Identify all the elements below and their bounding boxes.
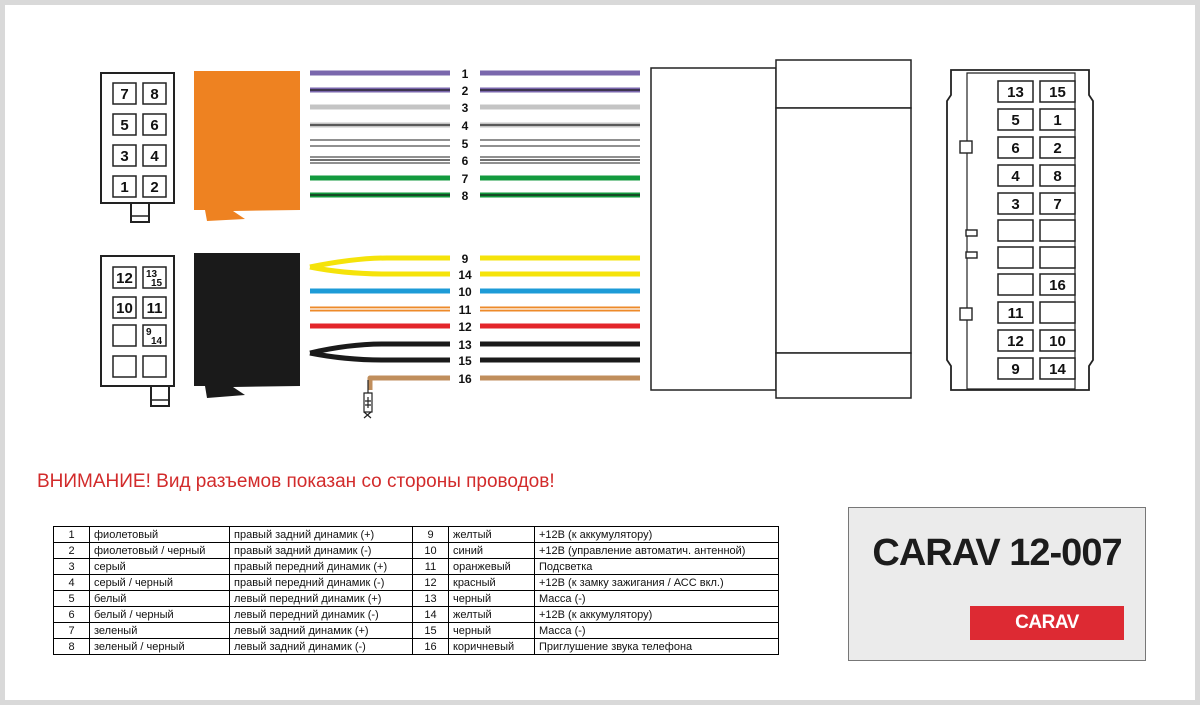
- brand-logo: CARAV: [970, 606, 1124, 640]
- connector-pin-cell: [1040, 137, 1075, 158]
- legend-function: Подсветка: [535, 559, 779, 575]
- wire-number-label: 16: [458, 372, 472, 386]
- legend-color: зеленый: [90, 623, 230, 639]
- svg-text:7: 7: [1053, 195, 1062, 213]
- plug-pin-cell: [113, 83, 136, 104]
- legend-color: фиолетовый: [90, 527, 230, 543]
- legend-pin: 14: [413, 607, 449, 623]
- svg-text:6: 6: [150, 116, 159, 134]
- legend-function: +12В (к аккумулятору): [535, 607, 779, 623]
- svg-text:10: 10: [116, 299, 133, 317]
- legend-function: Масса (-): [535, 591, 779, 607]
- legend-function: левый передний динамик (-): [230, 607, 413, 623]
- orange-housing: [194, 71, 300, 221]
- legend-pin: 5: [54, 591, 90, 607]
- connector-pin-cell: [1040, 358, 1075, 379]
- wire-number-label: 3: [461, 101, 469, 115]
- legend-function: +12В (к замку зажигания / АСС вкл.): [535, 575, 779, 591]
- wire-13: [310, 344, 640, 353]
- plug-pin-cell: [113, 356, 136, 377]
- connector-pin-cell: [998, 302, 1033, 323]
- plug-pin-cell: [113, 267, 136, 288]
- radio-side-plug: [651, 60, 911, 398]
- legend-pin: 10: [413, 543, 449, 559]
- legend-function: Масса (-): [535, 623, 779, 639]
- plug-pin-cell: [143, 356, 166, 377]
- wire-number-label: 6: [461, 154, 469, 168]
- legend-pin: 9: [413, 527, 449, 543]
- legend-color: белый: [90, 591, 230, 607]
- connector-pin-cell: [998, 193, 1033, 214]
- legend-pin: 12: [413, 575, 449, 591]
- wire-number-label: 8: [461, 189, 469, 203]
- legend-pin: 3: [54, 559, 90, 575]
- svg-text:3: 3: [120, 147, 129, 165]
- legend-color: синий: [449, 543, 535, 559]
- wire-number-label: 14: [458, 268, 472, 282]
- legend-function: правый передний динамик (+): [230, 559, 413, 575]
- connector-pin-cell: [1040, 274, 1075, 295]
- legend-pin: 11: [413, 559, 449, 575]
- wire-15: [310, 353, 640, 360]
- connector-pin-cell: [998, 81, 1033, 102]
- legend-row: [54, 559, 779, 575]
- svg-text:3: 3: [1011, 195, 1020, 213]
- legend-row: [54, 527, 779, 543]
- legend-pin: 7: [54, 623, 90, 639]
- legend-color: желтый: [449, 527, 535, 543]
- wire-number-label: 15: [458, 354, 472, 368]
- pinout-legend-table: [53, 526, 779, 655]
- plug-pin-cell: [113, 145, 136, 166]
- legend-function: левый задний динамик (+): [230, 623, 413, 639]
- legend-pin: 1: [54, 527, 90, 543]
- plug-pin-cell: [113, 176, 136, 197]
- connector-pin-cell: [998, 137, 1033, 158]
- svg-text:6: 6: [1011, 139, 1020, 157]
- connector-pin-cell: [998, 274, 1033, 295]
- wire-number-label: 7: [461, 172, 469, 186]
- legend-color: черный: [449, 591, 535, 607]
- legend-function: левый задний динамик (-): [230, 639, 413, 655]
- legend-pin: 15: [413, 623, 449, 639]
- svg-text:12: 12: [1007, 332, 1024, 350]
- legend-color: коричневый: [449, 639, 535, 655]
- legend-row: [54, 575, 779, 591]
- connector-pin-cell: [998, 220, 1033, 241]
- svg-text:9: 9: [146, 327, 152, 338]
- wire-number-label: 1: [461, 67, 469, 81]
- wire-number-label: 10: [458, 285, 472, 299]
- svg-text:2: 2: [150, 178, 159, 196]
- legend-function: Приглушение звука телефона: [535, 639, 779, 655]
- legend-color: серый: [90, 559, 230, 575]
- warning-text: ВНИМАНИЕ! Вид разъемов показан со стороны проводов!: [37, 471, 555, 492]
- wire-number-label: 5: [461, 137, 469, 151]
- svg-text:1: 1: [1053, 111, 1062, 129]
- plug-pin-cell: [113, 325, 136, 346]
- connector-pin-cell: [1040, 81, 1075, 102]
- connector-pin-cell: [1040, 247, 1075, 268]
- diagram-sheet: [5, 5, 1195, 700]
- legend-color: черный: [449, 623, 535, 639]
- legend-function: левый передний динамик (+): [230, 591, 413, 607]
- wire-number-label: 12: [458, 320, 472, 334]
- svg-text:13: 13: [1007, 83, 1024, 101]
- legend-row: [54, 623, 779, 639]
- svg-text:9: 9: [1011, 360, 1020, 378]
- svg-text:4: 4: [150, 147, 159, 165]
- plug-pin-cell: [143, 83, 166, 104]
- legend-pin: 16: [413, 639, 449, 655]
- svg-text:11: 11: [1007, 304, 1024, 322]
- legend-function: правый передний динамик (-): [230, 575, 413, 591]
- svg-text:11: 11: [146, 299, 163, 317]
- svg-text:16: 16: [1049, 276, 1066, 294]
- wire-9: [310, 258, 640, 267]
- plug-pin-cell: [143, 267, 166, 289]
- connector-pin-cell: [998, 247, 1033, 268]
- wire-number-label: 9: [461, 252, 469, 266]
- legend-color: серый / черный: [90, 575, 230, 591]
- connector-pin-cell: [998, 358, 1033, 379]
- legend-function: +12В (к аккумулятору): [535, 527, 779, 543]
- plug-pin-cell: [113, 297, 136, 318]
- plug-pin-cell: [143, 297, 166, 318]
- connector-pin-cell: [1040, 109, 1075, 130]
- legend-color: красный: [449, 575, 535, 591]
- svg-text:1: 1: [120, 178, 129, 196]
- legend-color: желтый: [449, 607, 535, 623]
- svg-text:14: 14: [151, 336, 163, 347]
- connector-pin-cell: [1040, 302, 1075, 323]
- connector-pin-cell: [1040, 330, 1075, 351]
- svg-text:15: 15: [151, 278, 163, 289]
- legend-color: белый / черный: [90, 607, 230, 623]
- legend-row: [54, 591, 779, 607]
- svg-text:5: 5: [120, 116, 129, 134]
- legend-pin: 13: [413, 591, 449, 607]
- legend-pin: 8: [54, 639, 90, 655]
- black-housing: [194, 253, 300, 398]
- plug-pin-cell: [143, 325, 166, 347]
- plug-pin-cell: [143, 145, 166, 166]
- legend-pin: 6: [54, 607, 90, 623]
- connector-pin-cell: [998, 165, 1033, 186]
- connector-pin-cell: [1040, 193, 1075, 214]
- legend-function: правый задний динамик (+): [230, 527, 413, 543]
- svg-text:12: 12: [116, 269, 133, 287]
- wire-number-label: 11: [458, 303, 472, 317]
- connector-pin-cell: [1040, 165, 1075, 186]
- wiring-diagram: [5, 5, 1195, 465]
- connector-pin-cell: [1040, 220, 1075, 241]
- connector-pin-cell: [998, 109, 1033, 130]
- legend-row: [54, 543, 779, 559]
- connector-pin-cell: [998, 330, 1033, 351]
- svg-text:15: 15: [1049, 83, 1066, 101]
- wire-16: [370, 378, 640, 390]
- legend-row: [54, 639, 779, 655]
- svg-text:8: 8: [1053, 167, 1062, 185]
- wire-number-label: 2: [461, 84, 469, 98]
- svg-text:8: 8: [150, 85, 159, 103]
- legend-pin: 4: [54, 575, 90, 591]
- model-title: CARAV 12-007: [872, 532, 1122, 574]
- svg-text:2: 2: [1053, 139, 1062, 157]
- svg-text:5: 5: [1011, 111, 1020, 129]
- wire-number-label: 4: [461, 119, 469, 133]
- legend-color: фиолетовый / черный: [90, 543, 230, 559]
- svg-text:10: 10: [1049, 332, 1066, 350]
- wire-number-label: 13: [458, 338, 472, 352]
- svg-text:14: 14: [1049, 360, 1066, 378]
- plug-pin-cell: [143, 114, 166, 135]
- svg-text:13: 13: [146, 269, 158, 280]
- legend-color: оранжевый: [449, 559, 535, 575]
- svg-text:7: 7: [120, 85, 129, 103]
- legend-function: правый задний динамик (-): [230, 543, 413, 559]
- legend-pin: 2: [54, 543, 90, 559]
- svg-text:4: 4: [1011, 167, 1020, 185]
- legend-function: +12В (управление автоматич. антенной): [535, 543, 779, 559]
- wire-14: [310, 267, 640, 274]
- plug-pin-cell: [143, 176, 166, 197]
- legend-color: зеленый / черный: [90, 639, 230, 655]
- plug-pin-cell: [113, 114, 136, 135]
- model-box: [848, 507, 1146, 661]
- legend-row: [54, 607, 779, 623]
